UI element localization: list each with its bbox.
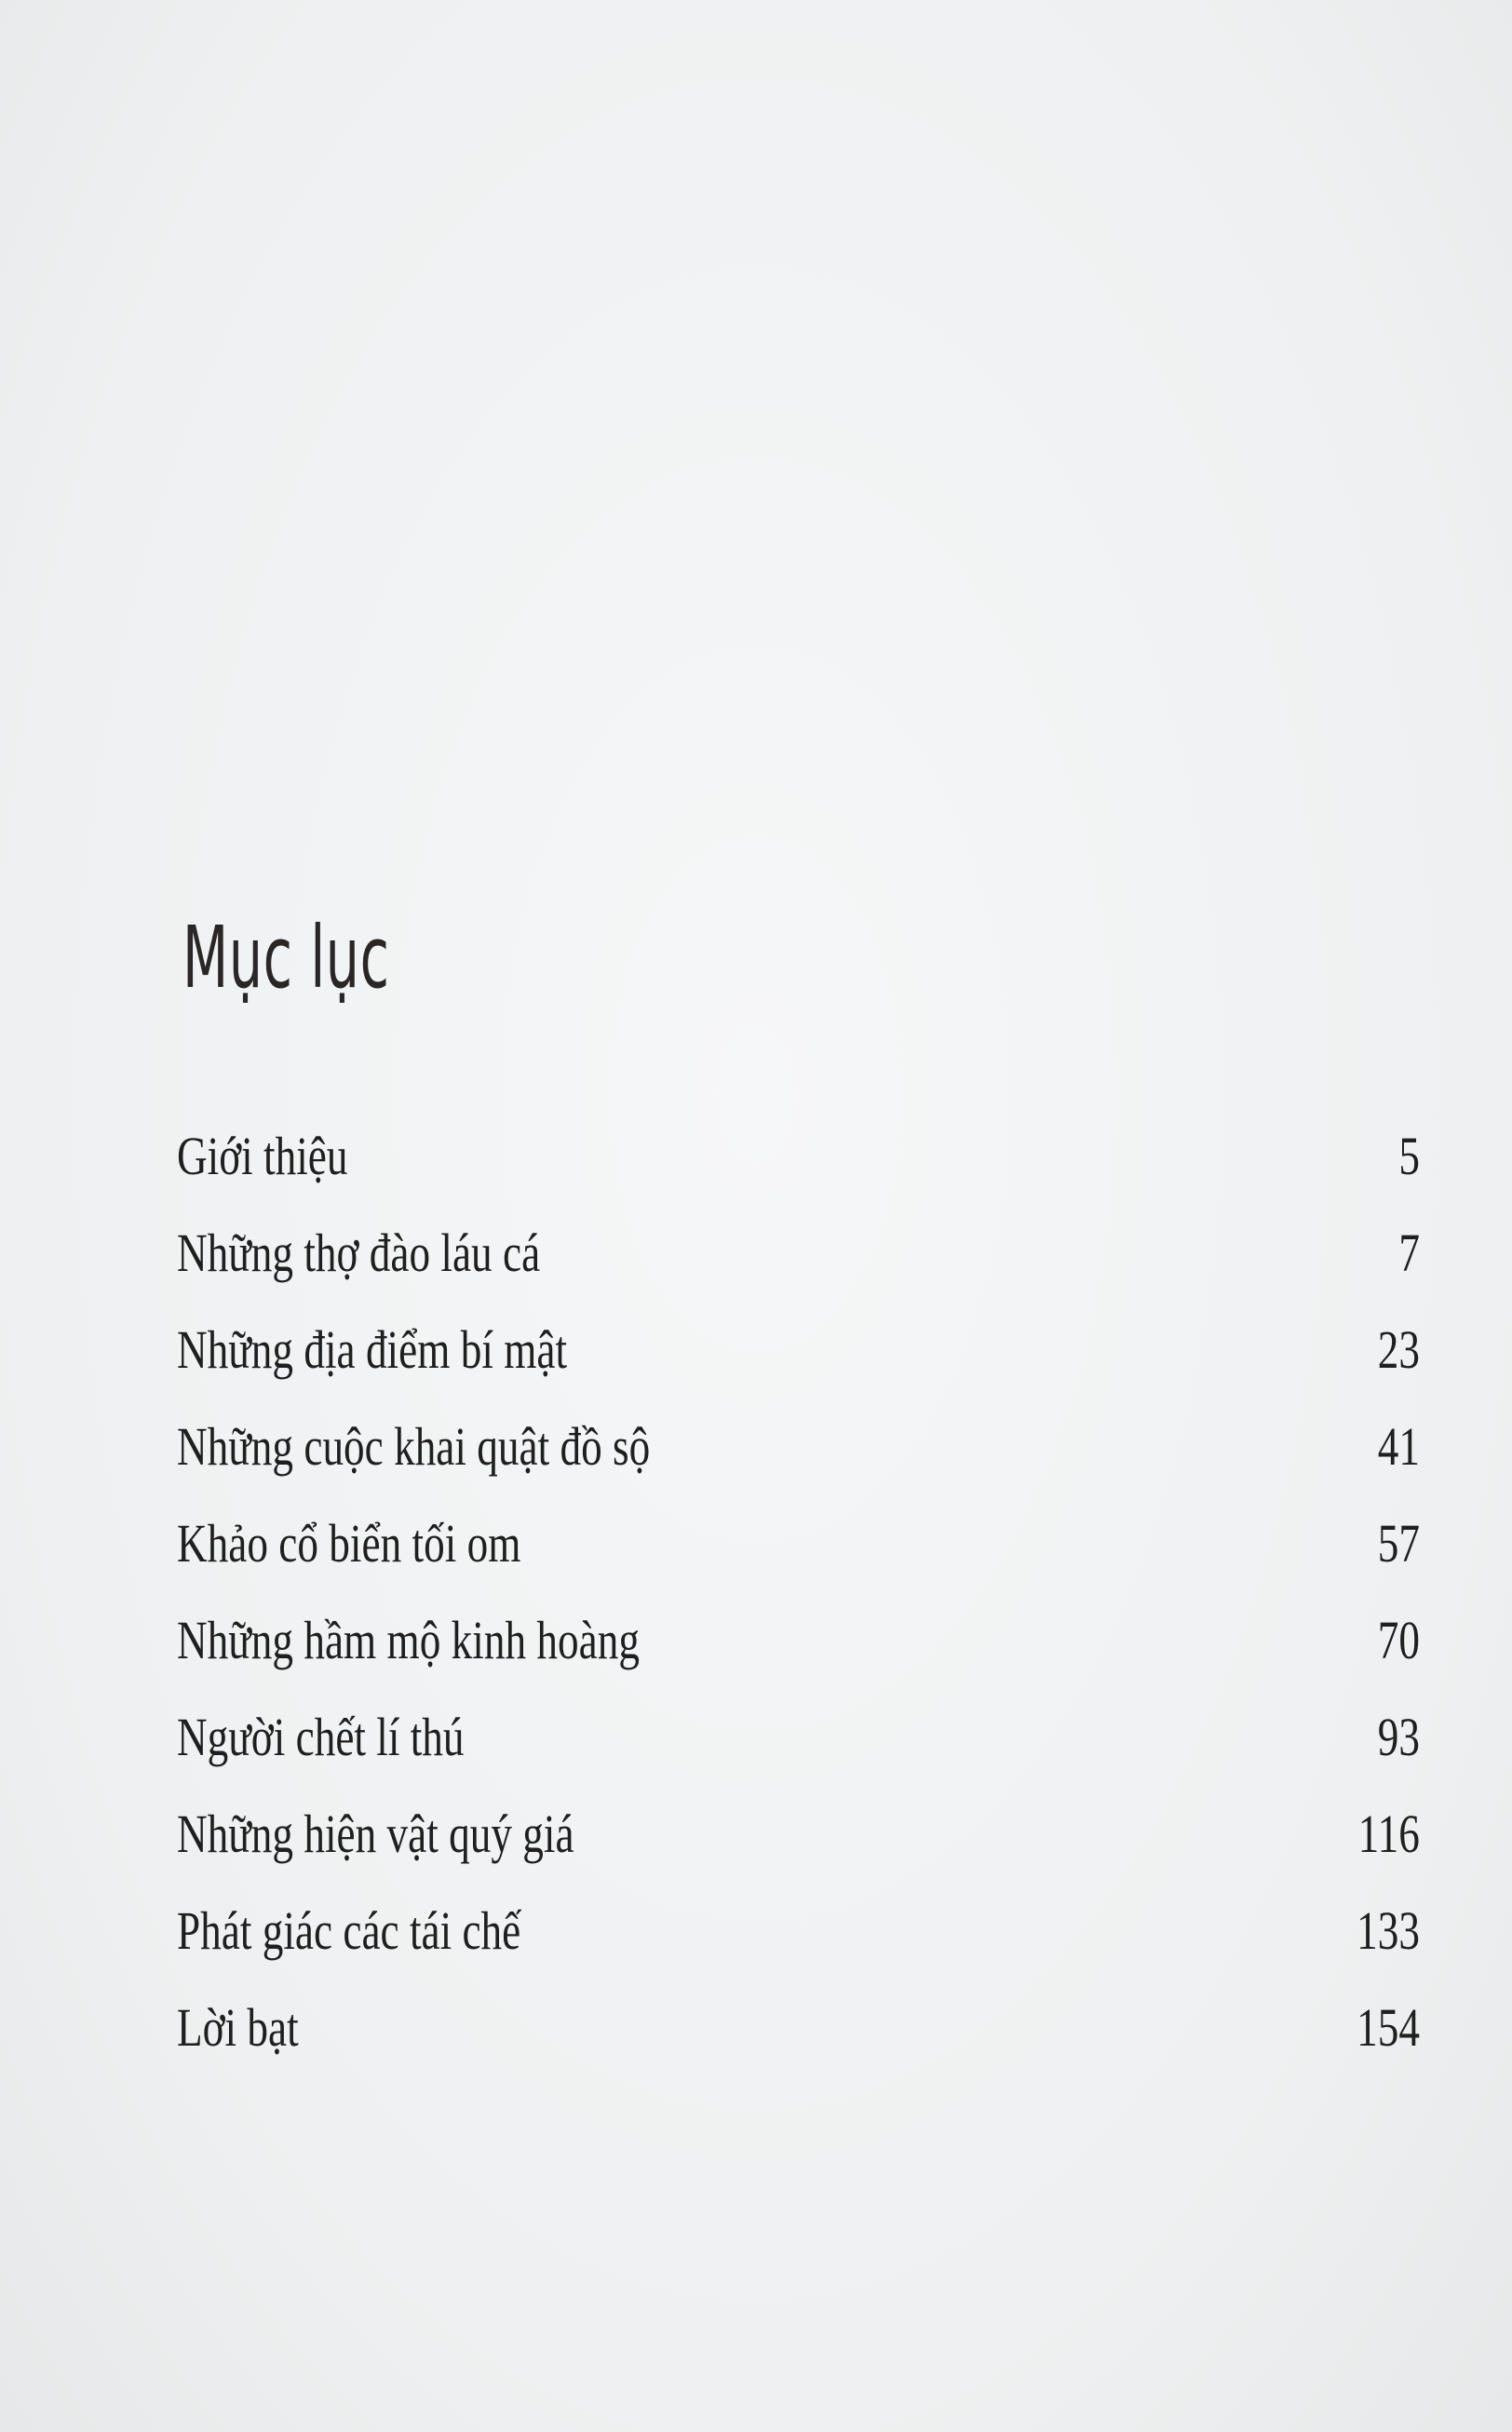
toc-entry-page: 93 — [1377, 1707, 1420, 1767]
toc-entry-page: 5 — [1398, 1126, 1420, 1186]
toc-entry-page: 70 — [1377, 1610, 1420, 1670]
toc-entry-title: Người chết lí thú — [177, 1707, 465, 1767]
page-title: Mục lục — [182, 908, 390, 1007]
toc-entry[interactable] — [177, 1398, 1420, 1495]
toc-entry-title: Giới thiệu — [177, 1126, 348, 1186]
toc-entry[interactable] — [177, 1786, 1420, 1883]
toc-entry-title: Những hầm mộ kinh hoàng — [177, 1610, 640, 1670]
toc-entry-page: 116 — [1357, 1804, 1420, 1864]
toc-entry-page: 57 — [1377, 1513, 1420, 1574]
toc-entry-title: Phát giác các tái chế — [177, 1900, 521, 1961]
toc-entry-title: Những cuộc khai quật đồ sộ — [177, 1416, 651, 1477]
toc-entry[interactable] — [177, 1883, 1420, 1979]
toc-entry[interactable] — [177, 1689, 1420, 1786]
toc-entry-page: 41 — [1377, 1416, 1420, 1477]
toc-entry-title: Những địa điểm bí mật — [177, 1319, 568, 1380]
toc-entry[interactable] — [177, 1302, 1420, 1398]
toc-entry-page: 154 — [1357, 1997, 1420, 2058]
toc-entry-page: 133 — [1357, 1900, 1420, 1961]
toc-entry[interactable] — [177, 1205, 1420, 1302]
toc-entry-title: Khảo cổ biển tối om — [177, 1513, 521, 1574]
toc-entry-title: Lời bạt — [177, 1997, 299, 2058]
table-of-contents — [177, 1108, 1420, 2076]
toc-entry[interactable] — [177, 1592, 1420, 1689]
toc-entry-title: Những hiện vật quý giá — [177, 1804, 574, 1864]
toc-entry-page: 23 — [1377, 1319, 1420, 1380]
toc-entry-title: Những thợ đào láu cá — [177, 1223, 541, 1283]
toc-entry[interactable] — [177, 1108, 1420, 1205]
toc-entry[interactable] — [177, 1979, 1420, 2076]
toc-entry-page: 7 — [1398, 1223, 1420, 1283]
toc-entry[interactable] — [177, 1495, 1420, 1592]
